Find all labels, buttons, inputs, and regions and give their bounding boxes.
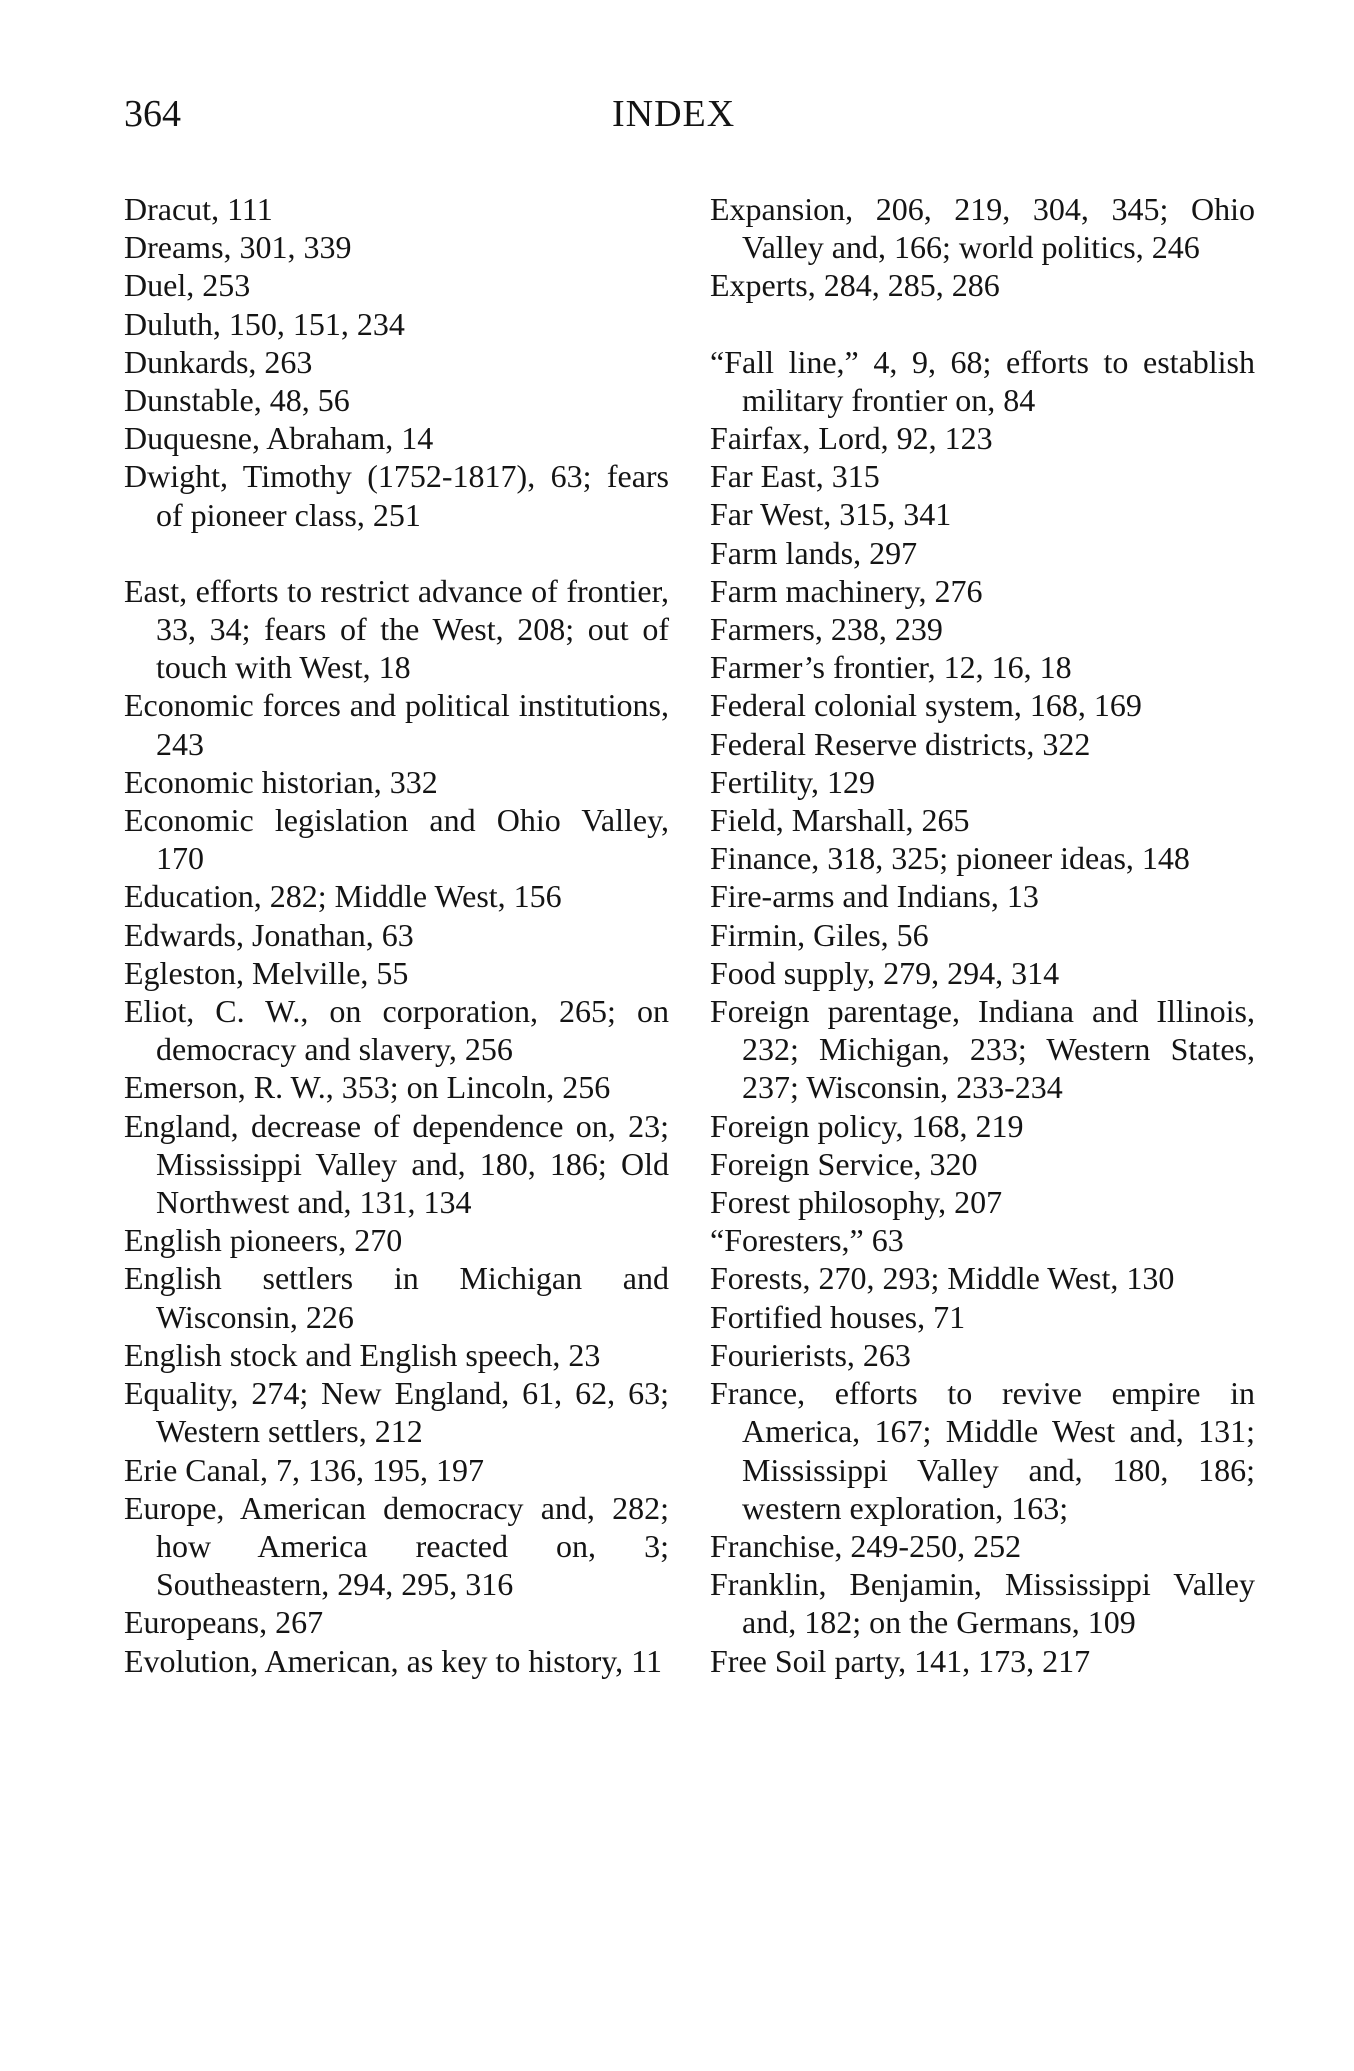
index-entry: Field, Marshall, 265 [710, 802, 970, 839]
index-entry: Fortified houses, 71 [710, 1298, 966, 1335]
index-column-right [710, 190, 1255, 1680]
index-entry: Expansion, 206, 219, 304, 345; Ohio Valley and, 166; world politics, 246 [710, 191, 1255, 266]
index-entry: Evolution, American, as key to history, 11 [124, 1642, 662, 1679]
index-column-left [124, 190, 669, 1680]
index-entry: Finance, 318, 325; pioneer ideas, 148 [710, 840, 1190, 877]
index-entry: France, efforts to revive empire in America, 167; Middle West and, 131; Mississippi Valley and, 180, 186; western exploration, 163; [710, 1375, 1255, 1526]
index-entry: Franchise, 249-250, 252 [710, 1527, 1022, 1564]
index-entry: Europeans, 267 [124, 1604, 324, 1641]
index-entry: Dracut, 111 [124, 191, 273, 227]
page-header [0, 92, 1354, 142]
index-entry: Eliot, C. W., on corporation, 265; on democracy and slavery, 256 [124, 993, 669, 1068]
index-entry: “Foresters,” 63 [710, 1222, 904, 1259]
index-entry: Food supply, 279, 294, 314 [710, 954, 1060, 991]
index-entry: English stock and English speech, 23 [124, 1336, 601, 1373]
index-entry: Farmer’s frontier, 12, 16, 18 [710, 649, 1072, 686]
index-entry: Forest philosophy, 207 [710, 1184, 1003, 1221]
index-entry: Federal colonial system, 168, 169 [710, 687, 1142, 724]
index-entry: Fourierists, 263 [710, 1336, 911, 1373]
letter-group-spacer [124, 534, 669, 572]
index-entry: Farmers, 238, 239 [710, 611, 943, 648]
index-entry: Education, 282; Middle West, 156 [124, 878, 562, 915]
index-entry: Farm machinery, 276 [710, 572, 983, 609]
index-entry: Free Soil party, 141, 173, 217 [710, 1642, 1091, 1679]
index-entry: “Fall line,” 4, 9, 68; efforts to establish military frontier on, 84 [710, 343, 1255, 418]
running-title: INDEX [612, 93, 736, 135]
index-entry: Economic forces and political institutions, 243 [124, 687, 669, 762]
index-entry: Egleston, Melville, 55 [124, 954, 409, 991]
index-entry: Emerson, R. W., 353; on Lincoln, 256 [124, 1069, 611, 1106]
index-entry: Fire-arms and Indians, 13 [710, 878, 1039, 915]
index-entry: Dunkards, 263 [124, 343, 313, 380]
index-entry: Federal Reserve districts, 322 [710, 725, 1091, 762]
index-entry: England, decrease of dependence on, 23; Mississippi Valley and, 180, 186; Old Northwest and, 131, 134 [124, 1107, 669, 1221]
index-entry: Foreign Service, 320 [710, 1145, 978, 1182]
index-entry: Foreign policy, 168, 219 [710, 1107, 1024, 1144]
index-entry: Far West, 315, 341 [710, 496, 952, 533]
index-entry: Equality, 274; New England, 61, 62, 63; Western settlers, 212 [124, 1375, 669, 1450]
index-entry: East, efforts to restrict advance of frontier, 33, 34; fears of the West, 208; out of touch with West, 18 [124, 572, 669, 686]
letter-group-spacer [710, 305, 1255, 343]
index-entry: English pioneers, 270 [124, 1222, 403, 1259]
index-entry: Dreams, 301, 339 [124, 229, 352, 266]
index-entry: Experts, 284, 285, 286 [710, 267, 1000, 304]
index-entry: Duquesne, Abraham, 14 [124, 420, 434, 457]
index-entry: Foreign parentage, Indiana and Illinois, 232; Michigan, 233; Western States, 237; Wisconsin, 233-234 [710, 993, 1255, 1106]
index-entry: Economic legislation and Ohio Valley, 170 [124, 802, 669, 877]
page-number: 364 [124, 93, 181, 135]
index-entry: Fertility, 129 [710, 763, 876, 800]
index-entry: Far East, 315 [710, 458, 880, 495]
index-entry: Duluth, 150, 151, 234 [124, 305, 405, 342]
index-entry: Dunstable, 48, 56 [124, 382, 350, 419]
index-entry: Edwards, Jonathan, 63 [124, 916, 414, 953]
index-entry: Economic historian, 332 [124, 763, 438, 800]
index-entry: Fairfax, Lord, 92, 123 [710, 420, 993, 457]
index-entry: Franklin, Benjamin, Mississippi Valley and, 182; on the Germans, 109 [710, 1566, 1255, 1641]
index-entry: Forests, 270, 293; Middle West, 130 [710, 1260, 1175, 1297]
index-entry: Farm lands, 297 [710, 534, 918, 571]
index-entry: Erie Canal, 7, 136, 195, 197 [124, 1451, 484, 1488]
index-entry: Europe, American democracy and, 282; how America reacted on, 3; Southeastern, 294, 295, 316 [124, 1489, 669, 1603]
index-entry: English settlers in Michigan and Wisconsin, 226 [124, 1260, 669, 1335]
index-entry: Firmin, Giles, 56 [710, 916, 929, 953]
index-entry: Duel, 253 [124, 267, 251, 304]
index-entry: Dwight, Timothy (1752-1817), 63; fears of pioneer class, 251 [124, 458, 669, 533]
